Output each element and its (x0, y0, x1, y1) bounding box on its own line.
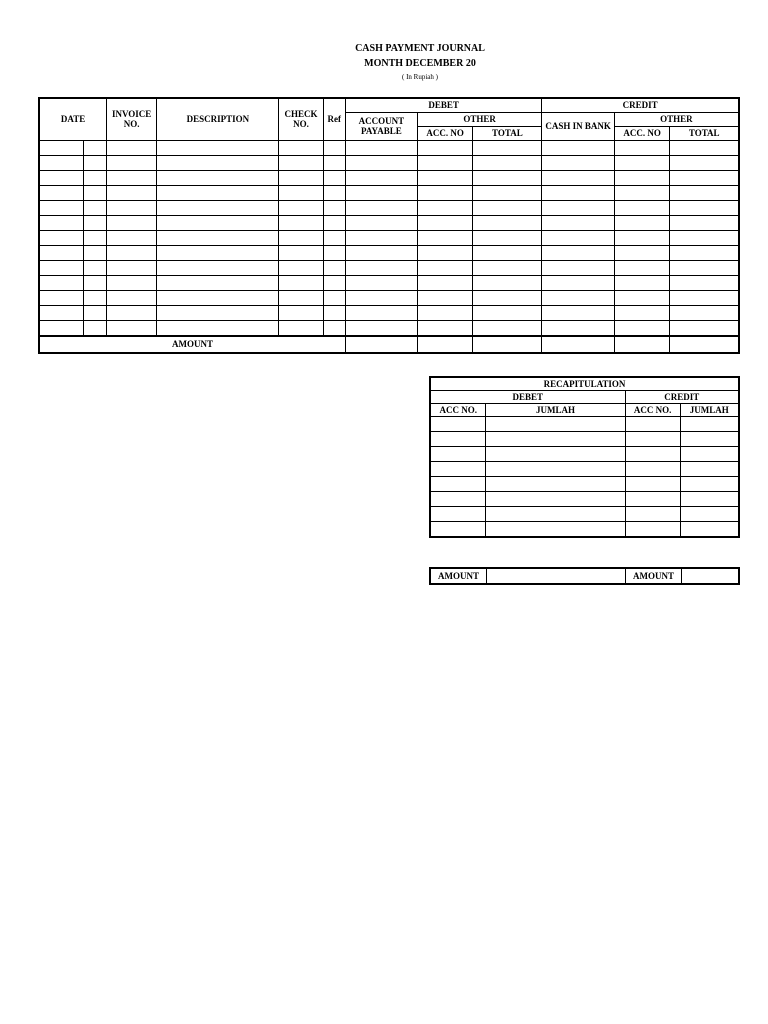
table-cell[interactable] (279, 260, 323, 275)
table-cell[interactable] (345, 275, 417, 290)
recapitulation-table (429, 376, 740, 538)
table-cell[interactable] (680, 447, 739, 462)
cash-in-bank-header: CASH IN BANK (542, 112, 615, 140)
table-cell[interactable] (417, 155, 473, 170)
table-cell[interactable] (107, 230, 157, 245)
table-cell[interactable] (417, 230, 473, 245)
table-cell[interactable] (486, 447, 625, 462)
table-cell[interactable] (680, 522, 739, 538)
debet-total-header: TOTAL (473, 126, 542, 140)
table-cell[interactable] (39, 245, 84, 260)
table-cell[interactable] (417, 140, 473, 155)
table-cell[interactable] (670, 230, 739, 245)
table-cell[interactable] (430, 462, 486, 477)
table-cell[interactable] (625, 447, 680, 462)
table-cell[interactable] (39, 320, 84, 336)
table-cell[interactable] (670, 320, 739, 336)
amount-cell[interactable] (614, 336, 670, 353)
table-cell[interactable] (345, 290, 417, 305)
debet-other-header: OTHER (417, 112, 542, 126)
check-no-header: CHECK NO. (279, 98, 323, 140)
table-cell[interactable] (430, 447, 486, 462)
table-row (430, 417, 739, 432)
table-cell[interactable] (84, 140, 107, 155)
table-row (39, 275, 739, 290)
table-cell[interactable] (39, 170, 84, 185)
table-cell[interactable] (157, 290, 279, 305)
table-cell[interactable] (157, 140, 279, 155)
table-cell[interactable] (323, 260, 345, 275)
table-cell[interactable] (323, 230, 345, 245)
table-cell[interactable] (542, 170, 615, 185)
table-cell[interactable] (473, 185, 542, 200)
table-row (39, 140, 739, 155)
table-row (39, 230, 739, 245)
table-cell[interactable] (486, 507, 625, 522)
ref-header: Ref (323, 98, 345, 140)
table-cell[interactable] (84, 200, 107, 215)
table-cell[interactable] (614, 260, 670, 275)
table-cell[interactable] (107, 260, 157, 275)
table-cell[interactable] (323, 215, 345, 230)
amount-cell[interactable] (345, 336, 417, 353)
table-cell[interactable] (345, 230, 417, 245)
table-cell[interactable] (670, 140, 739, 155)
table-cell[interactable] (84, 230, 107, 245)
table-cell[interactable] (345, 185, 417, 200)
table-cell[interactable] (84, 260, 107, 275)
table-cell[interactable] (680, 462, 739, 477)
table-cell[interactable] (323, 200, 345, 215)
table-cell[interactable] (279, 230, 323, 245)
table-cell[interactable] (542, 320, 615, 336)
table-row (39, 215, 739, 230)
journal-amount-label: AMOUNT (39, 336, 345, 353)
table-cell[interactable] (473, 215, 542, 230)
recap-credit-header: CREDIT (625, 391, 739, 404)
table-cell[interactable] (430, 432, 486, 447)
table-cell[interactable] (345, 320, 417, 336)
recap-credit-acc-no-header: ACC NO. (625, 404, 680, 417)
table-cell[interactable] (323, 185, 345, 200)
table-cell[interactable] (614, 170, 670, 185)
table-cell[interactable] (670, 245, 739, 260)
recap-debet-header: DEBET (430, 391, 625, 404)
recap-rows (430, 417, 739, 538)
table-cell[interactable] (680, 417, 739, 432)
table-cell[interactable] (473, 200, 542, 215)
table-cell[interactable] (279, 305, 323, 320)
table-cell[interactable] (84, 275, 107, 290)
recap-amount-table (429, 567, 740, 585)
table-cell[interactable] (542, 155, 615, 170)
table-cell[interactable] (345, 260, 417, 275)
table-cell[interactable] (157, 305, 279, 320)
table-cell[interactable] (542, 185, 615, 200)
table-cell[interactable] (670, 185, 739, 200)
table-cell[interactable] (279, 320, 323, 336)
table-row (430, 507, 739, 522)
table-cell[interactable] (417, 245, 473, 260)
table-cell[interactable] (486, 492, 625, 507)
table-cell[interactable] (84, 170, 107, 185)
recap-credit-jumlah-header: JUMLAH (680, 404, 739, 417)
currency-note: ( In Rupiah ) (402, 73, 438, 81)
table-cell[interactable] (157, 170, 279, 185)
table-cell[interactable] (670, 200, 739, 215)
table-cell[interactable] (473, 275, 542, 290)
table-cell[interactable] (84, 155, 107, 170)
table-cell[interactable] (430, 522, 486, 538)
journal-title: CASH PAYMENT JOURNAL (355, 43, 485, 54)
table-cell[interactable] (625, 417, 680, 432)
table-cell[interactable] (39, 290, 84, 305)
table-cell[interactable] (279, 140, 323, 155)
credit-header: CREDIT (542, 98, 739, 112)
table-cell[interactable] (157, 200, 279, 215)
table-cell[interactable] (680, 492, 739, 507)
table-cell[interactable] (614, 290, 670, 305)
table-cell[interactable] (614, 155, 670, 170)
table-cell[interactable] (345, 245, 417, 260)
journal-entry-rows (39, 140, 739, 336)
recap-debet-jumlah-header: JUMLAH (486, 404, 625, 417)
table-cell[interactable] (157, 320, 279, 336)
table-cell[interactable] (680, 507, 739, 522)
table-cell[interactable] (345, 200, 417, 215)
credit-acc-no-header: ACC. NO (614, 126, 670, 140)
table-cell[interactable] (279, 170, 323, 185)
table-cell[interactable] (323, 290, 345, 305)
table-cell[interactable] (670, 155, 739, 170)
table-cell[interactable] (84, 320, 107, 336)
table-cell[interactable] (157, 215, 279, 230)
table-row (430, 447, 739, 462)
table-cell[interactable] (670, 305, 739, 320)
table-cell[interactable] (417, 305, 473, 320)
journal-month: MONTH DECEMBER 20 (364, 58, 476, 69)
account-payable-header: ACCOUNT PAYABLE (345, 112, 417, 140)
table-row (39, 305, 739, 320)
table-row (39, 170, 739, 185)
credit-amount-value[interactable] (681, 568, 739, 584)
table-cell[interactable] (486, 477, 625, 492)
table-cell[interactable] (157, 185, 279, 200)
table-cell[interactable] (614, 215, 670, 230)
journal-amount-row (39, 336, 739, 353)
table-cell[interactable] (157, 275, 279, 290)
table-cell[interactable] (473, 140, 542, 155)
recap-title: RECAPITULATION (430, 377, 739, 391)
table-cell[interactable] (279, 275, 323, 290)
table-cell[interactable] (680, 432, 739, 447)
table-cell[interactable] (39, 155, 84, 170)
table-cell[interactable] (486, 417, 625, 432)
table-cell[interactable] (84, 245, 107, 260)
table-cell[interactable] (486, 462, 625, 477)
table-row (430, 522, 739, 538)
table-cell[interactable] (323, 245, 345, 260)
table-cell[interactable] (430, 492, 486, 507)
table-cell[interactable] (670, 260, 739, 275)
table-cell[interactable] (473, 230, 542, 245)
table-cell[interactable] (625, 432, 680, 447)
table-cell[interactable] (323, 305, 345, 320)
invoice-no-header: INVOICE NO. (107, 98, 157, 140)
table-row (39, 290, 739, 305)
recap-table-area (429, 376, 740, 541)
table-cell[interactable] (614, 185, 670, 200)
debet-amount-label: AMOUNT (430, 568, 486, 584)
table-cell[interactable] (157, 230, 279, 245)
table-cell[interactable] (670, 275, 739, 290)
table-cell[interactable] (614, 245, 670, 260)
table-cell[interactable] (279, 290, 323, 305)
table-cell[interactable] (39, 215, 84, 230)
table-cell[interactable] (107, 305, 157, 320)
table-cell[interactable] (614, 230, 670, 245)
table-cell[interactable] (614, 305, 670, 320)
table-cell[interactable] (323, 275, 345, 290)
date-header: DATE (39, 98, 107, 140)
table-cell[interactable] (323, 320, 345, 336)
table-cell[interactable] (614, 275, 670, 290)
table-cell[interactable] (473, 305, 542, 320)
table-cell[interactable] (84, 215, 107, 230)
table-row (39, 200, 739, 215)
table-cell[interactable] (473, 290, 542, 305)
table-cell[interactable] (39, 305, 84, 320)
table-cell[interactable] (670, 215, 739, 230)
table-cell[interactable] (345, 215, 417, 230)
table-cell[interactable] (323, 140, 345, 155)
table-row (430, 492, 739, 507)
table-cell[interactable] (39, 200, 84, 215)
table-cell[interactable] (542, 305, 615, 320)
table-cell[interactable] (670, 170, 739, 185)
table-cell[interactable] (107, 185, 157, 200)
table-cell[interactable] (279, 245, 323, 260)
amount-cell[interactable] (670, 336, 739, 353)
table-cell[interactable] (542, 275, 615, 290)
credit-other-header: OTHER (614, 112, 739, 126)
table-cell[interactable] (473, 155, 542, 170)
table-cell[interactable] (107, 275, 157, 290)
recap-amount-area (429, 567, 740, 585)
table-cell[interactable] (279, 155, 323, 170)
table-cell[interactable] (107, 200, 157, 215)
cash-payment-journal-table (38, 97, 740, 354)
table-cell[interactable] (417, 170, 473, 185)
table-cell[interactable] (473, 260, 542, 275)
table-row (39, 260, 739, 275)
table-cell[interactable] (107, 245, 157, 260)
table-cell[interactable] (542, 200, 615, 215)
amount-cell[interactable] (417, 336, 473, 353)
table-cell[interactable] (670, 290, 739, 305)
table-cell[interactable] (107, 290, 157, 305)
journal-table-area (38, 97, 740, 355)
debet-header: DEBET (345, 98, 541, 112)
recap-debet-acc-no-header: ACC NO. (430, 404, 486, 417)
table-cell[interactable] (157, 245, 279, 260)
table-cell[interactable] (279, 185, 323, 200)
table-cell[interactable] (417, 275, 473, 290)
table-cell[interactable] (84, 290, 107, 305)
table-cell[interactable] (417, 320, 473, 336)
table-cell[interactable] (430, 477, 486, 492)
debet-amount-value[interactable] (486, 568, 625, 584)
table-cell[interactable] (417, 200, 473, 215)
table-cell[interactable] (417, 260, 473, 275)
table-cell[interactable] (39, 185, 84, 200)
table-cell[interactable] (614, 200, 670, 215)
table-cell[interactable] (279, 200, 323, 215)
table-cell[interactable] (680, 477, 739, 492)
table-cell[interactable] (625, 477, 680, 492)
table-cell[interactable] (625, 507, 680, 522)
table-cell[interactable] (84, 185, 107, 200)
table-cell[interactable] (486, 522, 625, 538)
description-header: DESCRIPTION (157, 98, 279, 140)
table-cell[interactable] (417, 290, 473, 305)
table-row (39, 185, 739, 200)
table-cell[interactable] (417, 185, 473, 200)
table-row (39, 245, 739, 260)
table-cell[interactable] (625, 522, 680, 538)
table-cell[interactable] (614, 320, 670, 336)
table-cell[interactable] (542, 245, 615, 260)
table-cell[interactable] (473, 320, 542, 336)
table-cell[interactable] (39, 260, 84, 275)
table-cell[interactable] (430, 507, 486, 522)
table-cell[interactable] (39, 275, 84, 290)
table-cell[interactable] (107, 320, 157, 336)
table-cell[interactable] (157, 260, 279, 275)
table-cell[interactable] (430, 417, 486, 432)
table-row (430, 462, 739, 477)
table-cell[interactable] (107, 170, 157, 185)
table-cell[interactable] (39, 140, 84, 155)
amount-cell[interactable] (542, 336, 615, 353)
amount-cell[interactable] (473, 336, 542, 353)
table-cell[interactable] (345, 140, 417, 155)
table-cell[interactable] (417, 215, 473, 230)
table-cell[interactable] (473, 245, 542, 260)
table-cell[interactable] (279, 215, 323, 230)
table-cell[interactable] (39, 230, 84, 245)
table-cell[interactable] (486, 432, 625, 447)
table-row (39, 320, 739, 336)
table-cell[interactable] (542, 215, 615, 230)
table-cell[interactable] (107, 140, 157, 155)
table-cell[interactable] (323, 170, 345, 185)
credit-total-header: TOTAL (670, 126, 739, 140)
table-row (430, 477, 739, 492)
table-cell[interactable] (614, 140, 670, 155)
table-cell[interactable] (625, 462, 680, 477)
table-row (430, 432, 739, 447)
table-row (39, 155, 739, 170)
table-cell[interactable] (323, 155, 345, 170)
table-cell[interactable] (84, 305, 107, 320)
table-cell[interactable] (107, 215, 157, 230)
table-cell[interactable] (542, 260, 615, 275)
table-cell[interactable] (542, 230, 615, 245)
debet-acc-no-header: ACC. NO (417, 126, 473, 140)
table-cell[interactable] (542, 140, 615, 155)
credit-amount-label: AMOUNT (626, 568, 681, 584)
table-cell[interactable] (345, 155, 417, 170)
table-cell[interactable] (345, 305, 417, 320)
table-cell[interactable] (157, 155, 279, 170)
table-cell[interactable] (107, 155, 157, 170)
table-cell[interactable] (473, 170, 542, 185)
table-cell[interactable] (542, 290, 615, 305)
table-cell[interactable] (625, 492, 680, 507)
table-cell[interactable] (345, 170, 417, 185)
